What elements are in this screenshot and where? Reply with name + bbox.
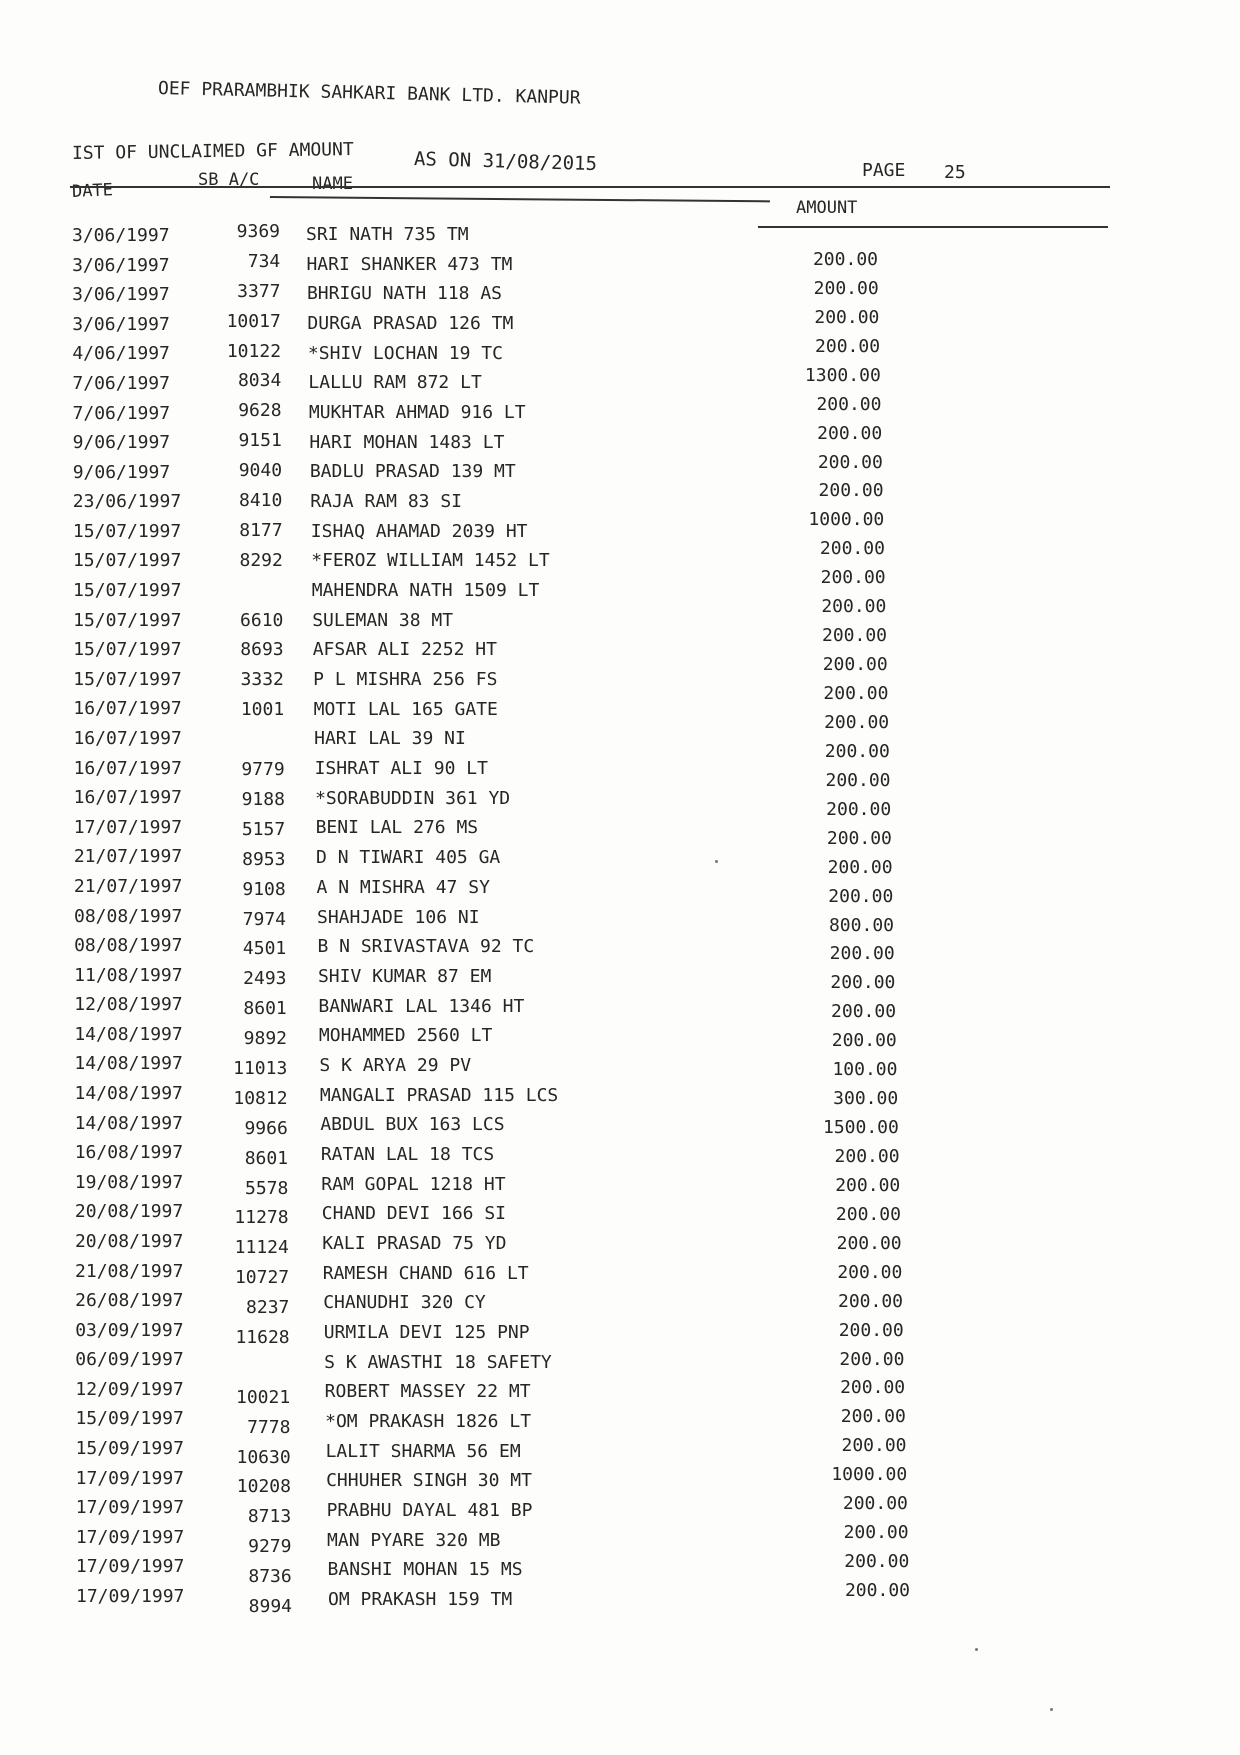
header-rule-top [70,186,1110,188]
row-name: HARI SHANKER 473 TM [306,253,513,275]
row-amount: 200.00 [819,538,885,560]
row-amount: 200.00 [838,1319,904,1341]
row-sb-account: 8601 [244,1147,289,1169]
row-amount: 200.00 [813,277,879,299]
row-amount: 200.00 [814,306,880,328]
row-name: MUKHTAR AHMAD 916 LT [308,402,526,424]
row-sb-account: 9108 [242,878,286,900]
as-on-date: AS ON 31/08/2015 [413,148,598,176]
row-name: SRI NATH 735 TM [306,224,469,245]
row-sb-account: 10727 [234,1267,290,1289]
row-name: ROBERT MASSEY 22 MT [324,1381,531,1403]
row-date: 17/07/1997 [73,816,183,838]
row-amount: 200.00 [840,1406,906,1428]
row-amount: 1500.00 [823,1117,899,1139]
row-amount: 200.00 [836,1232,902,1254]
row-date: 16/07/1997 [73,727,182,749]
row-date: 15/07/1997 [73,580,182,602]
row-name: SHAHJADE 106 NI [317,906,480,928]
row-amount: 200.00 [831,1030,897,1052]
row-sb-account: 7778 [247,1416,291,1438]
row-name: PRABHU DAYAL 481 BP [326,1499,533,1521]
scan-speck [715,860,718,863]
row-date: 14/08/1997 [74,1023,183,1045]
row-date: 17/09/1997 [75,1526,185,1548]
row-date: 17/09/1997 [75,1467,185,1489]
row-date: 7/06/1997 [72,372,170,394]
row-name: RAJA RAM 83 SI [310,491,463,513]
row-amount: 200.00 [821,596,887,618]
row-date: 16/07/1997 [73,698,182,720]
row-sb-account: 8713 [247,1506,292,1528]
row-name: DURGA PRASAD 126 TM [307,313,514,335]
row-date: 14/08/1997 [74,1112,183,1134]
row-name: AFSAR ALI 2252 HT [312,639,497,661]
row-name: MAHENDRA NATH 1509 LT [311,580,540,602]
row-date: 12/09/1997 [75,1378,184,1400]
row-name: B N SRIVASTAVA 92 TC [317,936,535,958]
row-date: 08/08/1997 [74,935,183,957]
row-amount: 200.00 [822,654,888,676]
row-date: 26/08/1997 [75,1290,184,1312]
row-amount: 200.00 [817,451,883,473]
row-sb-account: 9369 [236,221,280,242]
column-header-name: NAME [312,174,353,194]
column-header-sb-account: SB A/C [198,170,260,190]
row-sb-account: 3332 [240,669,284,691]
row-amount: 200.00 [817,422,883,444]
row-sb-account: 8410 [238,490,283,512]
row-amount: 200.00 [844,1580,910,1601]
row-sb-account: 8237 [246,1297,290,1319]
row-name: BADLU PRASAD 139 MT [309,461,516,483]
row-amount: 200.00 [825,769,891,791]
row-date: 15/07/1997 [73,609,182,631]
row-date: 9/06/1997 [72,461,171,483]
row-date: 11/08/1997 [74,964,183,986]
row-amount: 200.00 [824,711,890,733]
row-sb-account: 5157 [241,818,286,840]
row-amount: 200.00 [826,827,892,849]
row-name: MANGALI PRASAD 115 LCS [319,1084,559,1106]
row-date: 15/07/1997 [72,550,182,572]
row-date: 15/07/1997 [72,520,182,542]
row-sb-account: 10208 [236,1476,291,1498]
row-date: 4/06/1997 [72,343,170,365]
row-sb-account: 6610 [240,609,284,631]
row-sb-account: 8736 [248,1566,292,1588]
row-name: URMILA DEVI 125 PNP [323,1321,530,1343]
row-sb-account: 9188 [241,788,285,810]
row-sb-account: 9040 [238,460,283,482]
row-name: RAM GOPAL 1218 HT [321,1173,506,1195]
row-name: LALLU RAM 872 LT [308,372,482,394]
row-name: BANWARI LAL 1346 HT [318,995,525,1017]
row-date: 20/08/1997 [74,1201,184,1223]
row-date: 15/07/1997 [73,668,182,690]
row-amount: 200.00 [816,393,882,415]
row-sb-account: 8177 [239,519,283,541]
row-amount: 200.00 [829,943,895,965]
row-amount: 1000.00 [808,509,885,531]
scan-speck [1050,1708,1053,1711]
row-date: 23/06/1997 [72,491,182,513]
row-date: 17/09/1997 [75,1497,185,1519]
row-name: MAN PYARE 320 MB [327,1529,501,1551]
row-date: 7/06/1997 [72,402,171,424]
row-name: *FEROZ WILLIAM 1452 LT [311,550,550,572]
row-amount: 200.00 [828,885,894,907]
row-date: 15/09/1997 [75,1408,184,1430]
row-sb-account: 9966 [244,1117,288,1139]
row-date: 3/06/1997 [72,313,170,335]
row-name: ABDUL BUX 163 LCS [320,1114,505,1136]
row-amount: 800.00 [828,914,894,936]
row-amount: 200.00 [826,798,892,820]
column-header-date: DATE [71,180,114,202]
row-name: CHHUHER SINGH 30 MT [326,1470,532,1492]
row-amount: 200.00 [841,1435,907,1457]
row-amount: 200.00 [838,1290,904,1312]
row-sb-account: 8693 [240,639,284,661]
row-sb-account: 10122 [226,340,282,362]
list-title: IST OF UNCLAIMED GF AMOUNT [71,139,354,164]
row-sb-account: 9779 [241,759,285,781]
bank-name: OEF PRARAMBHIK SAHKARI BANK LTD. KANPUR [157,78,581,109]
row-name: ISHRAT ALI 90 LT [314,758,488,780]
row-name: SHIV KUMAR 87 EM [317,965,492,987]
row-amount: 200.00 [835,1203,901,1225]
row-sb-account: 8953 [242,848,286,870]
row-date: 3/06/1997 [72,284,170,306]
row-sb-account: 11124 [234,1237,289,1259]
row-amount: 200.00 [844,1551,910,1573]
row-date: 17/09/1997 [76,1586,185,1607]
page-number: 25 [944,162,966,183]
row-name: P L MISHRA 256 FS [313,669,498,691]
row-amount: 200.00 [840,1377,906,1399]
row-name: HARI LAL 39 NI [314,728,466,750]
row-name: CHAND DEVI 166 SI [321,1203,507,1225]
row-name: S K AWASTHI 18 SAFETY [324,1351,552,1373]
row-sb-account: 1001 [240,699,285,721]
row-name: *SORABUDDIN 361 YD [315,787,511,809]
row-amount: 1300.00 [804,364,881,386]
row-date: 17/09/1997 [75,1556,185,1578]
row-name: KALI PRASAD 75 YD [322,1232,507,1254]
row-amount: 200.00 [812,249,878,270]
row-sb-account: 11628 [235,1326,290,1348]
row-amount: 100.00 [832,1059,898,1081]
row-name: ISHAQ AHAMAD 2039 HT [310,520,528,542]
row-date: 16/07/1997 [73,787,183,809]
row-sb-account: 8994 [248,1596,292,1617]
row-amount: 300.00 [833,1088,899,1110]
row-sb-account: 10021 [235,1386,291,1408]
row-name: BANSHI MOHAN 15 MS [327,1559,523,1581]
row-amount: 200.00 [822,625,888,647]
row-amount: 200.00 [834,1145,900,1167]
row-sb-account: 9628 [238,400,282,422]
row-sb-account: 734 [247,250,281,272]
row-amount: 200.00 [818,480,884,502]
row-sb-account: 8034 [237,370,282,392]
row-date: 16/07/1997 [73,757,182,779]
row-sb-account: 2493 [243,968,287,990]
row-date: 15/07/1997 [73,639,182,661]
row-amount: 200.00 [827,856,893,878]
row-amount: 200.00 [839,1348,905,1370]
row-sb-account: 10630 [236,1446,291,1468]
row-sb-account: 9151 [238,430,282,452]
row-amount: 200.00 [823,683,889,705]
header-rule-name [270,196,770,202]
row-date: 12/08/1997 [74,994,183,1016]
row-name: BHRIGU NATH 118 AS [306,283,503,305]
row-date: 03/09/1997 [75,1319,184,1341]
row-sb-account: 11013 [233,1057,288,1079]
row-amount: 200.00 [831,1001,897,1023]
row-sb-account: 9279 [248,1536,292,1558]
row-amount: 200.00 [824,740,890,762]
row-amount: 200.00 [815,335,881,357]
row-sb-account: 7974 [242,908,286,930]
row-amount: 1000.00 [831,1464,908,1486]
row-date: 16/08/1997 [74,1142,184,1164]
row-sb-account: 5578 [244,1177,289,1199]
row-name: MOHAMMED 2560 LT [318,1025,493,1047]
row-name: RAMESH CHAND 616 LT [322,1262,529,1284]
column-header-amount: AMOUNT [796,198,858,218]
row-date: 21/07/1997 [73,875,183,897]
row-sb-account: 11278 [234,1207,289,1229]
page-label: PAGE [862,160,906,181]
row-amount: 200.00 [835,1174,901,1196]
row-name: S K ARYA 29 PV [319,1054,472,1076]
row-date: 19/08/1997 [74,1171,184,1193]
row-name: A N MISHRA 47 SY [316,876,490,898]
row-date: 14/08/1997 [74,1053,183,1075]
row-date: 3/06/1997 [72,225,170,246]
row-name: RATAN LAL 18 TCS [320,1143,495,1165]
row-sb-account: 8601 [243,998,287,1020]
row-amount: 200.00 [842,1493,908,1515]
row-name: *OM PRAKASH 1826 LT [325,1410,532,1432]
row-sb-account: 8292 [239,549,283,571]
row-name: OM PRAKASH 159 TM [328,1589,513,1610]
row-sb-account: 9892 [243,1028,288,1050]
row-name: D N TIWARI 405 GA [316,847,501,869]
scan-speck [975,1648,978,1651]
row-amount: 200.00 [837,1261,903,1283]
header-rule-amount [758,226,1108,228]
row-sb-account: 10017 [226,310,281,332]
row-date: 20/08/1997 [74,1230,184,1252]
row-date: 14/08/1997 [74,1083,183,1105]
row-date: 21/08/1997 [75,1260,184,1282]
row-amount: 200.00 [843,1522,909,1544]
row-sb-account: 3377 [237,280,281,302]
row-name: SULEMAN 38 MT [312,609,454,631]
row-name: *SHIV LOCHAN 19 TC [307,342,503,364]
row-date: 08/08/1997 [74,905,183,927]
row-date: 21/07/1997 [73,846,183,868]
row-date: 15/09/1997 [75,1438,184,1460]
row-sb-account: 10812 [233,1087,288,1109]
row-date: 3/06/1997 [72,254,170,276]
row-sb-account: 4501 [242,938,287,960]
row-date: 06/09/1997 [75,1349,184,1371]
row-name: BENI LAL 276 MS [315,817,479,839]
row-amount: 200.00 [830,972,896,994]
row-name: MOTI LAL 165 GATE [313,698,498,720]
row-name: LALIT SHARMA 56 EM [325,1440,521,1462]
row-name: CHANUDHI 320 CY [323,1292,486,1314]
row-date: 9/06/1997 [72,432,171,454]
row-amount: 200.00 [820,567,886,589]
row-name: HARI MOHAN 1483 LT [309,431,505,453]
